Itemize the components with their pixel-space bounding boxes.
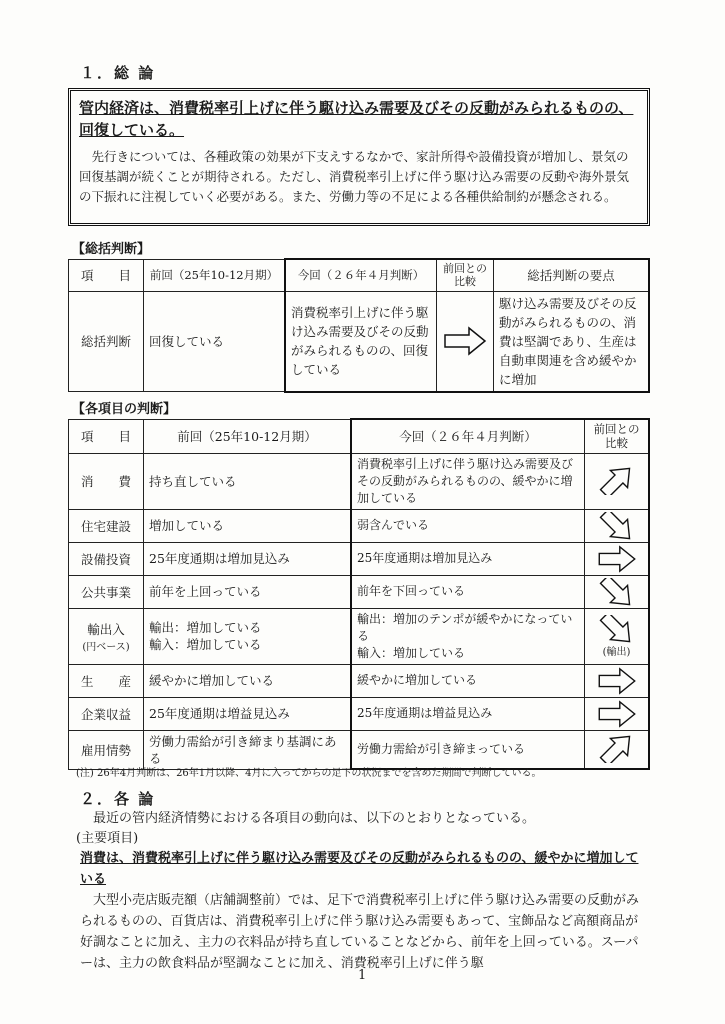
- overall-arrow-cell: [437, 291, 494, 392]
- main-items-label: (主要項目): [76, 831, 139, 846]
- overall-header-current: 今回（２６年４月判断）: [285, 259, 437, 291]
- down-arrow-icon: [596, 512, 638, 540]
- items-label: 【各項目の判断】: [72, 402, 177, 417]
- row-current: 労働力需給が引き締まっている: [351, 730, 585, 769]
- table-row: [69, 697, 650, 730]
- up-arrow-icon: [596, 467, 638, 495]
- overall-item: 総括判断: [69, 291, 144, 392]
- row-item-label: 設備投資: [80, 551, 131, 567]
- down-arrow-icon: [596, 615, 638, 643]
- right-arrow-icon: [596, 667, 638, 695]
- row-item: [69, 697, 144, 730]
- row-compare: [585, 730, 650, 769]
- table-row: [69, 509, 650, 542]
- row-item-label: 企業収益: [80, 706, 131, 722]
- right-arrow-icon: [443, 326, 487, 356]
- summary-headline: 管内経済は、消費税率引上げに伴う駆け込み需要及びその反動がみられるものの、回復している。: [79, 99, 634, 139]
- consumption-headline: 消費は、消費税率引上げに伴う駆け込み需要及びその反動がみられるものの、緩やかに増加している: [80, 851, 639, 887]
- row-compare: [585, 453, 650, 509]
- row-item-label: 生 産: [80, 673, 131, 689]
- overall-header-previous: 前回（25年10-12月期）: [144, 259, 286, 291]
- right-arrow-icon: [596, 545, 638, 573]
- consumption-body: 大型小売店販売額（店舗調整前）では、足下で消費税率引上げに伴う駆け込み需要の反動がみられるものの、百貨店は、消費税率引上げに伴う駆け込み需要もあって、宝飾品など高額商品が好調なことに加え、主力の衣料品が持ち直していることなどから、前年を上回っている。スーパーは、主力の飲食料品が堅調なことに加え、消費税率引上げに伴う駆: [80, 893, 640, 971]
- row-previous: 緩やかに増加している: [144, 664, 352, 697]
- summary-box: [68, 88, 650, 226]
- overall-header-compare: 前回との比較: [437, 259, 494, 291]
- row-item-label: 輸出入: [87, 621, 125, 637]
- row-previous: 持ち直している: [144, 453, 352, 509]
- row-item: [69, 509, 144, 542]
- row-compare: [585, 608, 650, 664]
- overall-previous: 回復している: [144, 291, 286, 392]
- up-arrow-icon: [596, 735, 638, 763]
- row-current: 輸出：増加のテンポが緩やかになっている 輸入：増加している: [351, 608, 585, 664]
- overall-points: 駆け込み需要及びその反動がみられるものの、消費は堅調であり、生産は自動車関連を含め緩やかに増加: [494, 291, 650, 392]
- row-previous: 25年度通期は増益見込み: [144, 697, 352, 730]
- table-row: [69, 453, 650, 509]
- row-current: 前年を下回っている: [351, 575, 585, 608]
- row-item: [69, 608, 144, 664]
- row-compare: [585, 697, 650, 730]
- row-item-sub: (円ベース): [82, 641, 130, 653]
- row-item-label: 消 費: [80, 474, 131, 489]
- row-item-label: 住宅建設: [80, 518, 131, 534]
- table-note: (注) 26年4月判断は、26年1月以降、4月に入ってからの足下の状況までを含めた期間で判断している。: [76, 768, 542, 779]
- row-previous: 25年度通期は増加見込み: [144, 542, 352, 575]
- row-compare: [585, 509, 650, 542]
- section1-heading: １．総 論: [80, 64, 156, 82]
- row-previous: 輸出：増加している 輸入：増加している: [144, 608, 352, 664]
- row-current: 25年度通期は増益見込み: [351, 697, 585, 730]
- overall-label: 【総括判断】: [72, 242, 151, 257]
- row-compare: [585, 542, 650, 575]
- table-row: [69, 575, 650, 608]
- row-compare: [585, 575, 650, 608]
- row-item-label: 公共事業: [80, 584, 131, 600]
- page-number: 1: [358, 968, 367, 983]
- overall-current: 消費税率引上げに伴う駆け込み需要及びその反動がみられるものの、回復している: [285, 291, 437, 392]
- items-header-compare: 前回との比較: [585, 419, 650, 453]
- row-previous: 前年を上回っている: [144, 575, 352, 608]
- row-current: 弱含んでいる: [351, 509, 585, 542]
- items-header-item: 項 目: [69, 419, 144, 453]
- row-previous: 増加している: [144, 509, 352, 542]
- table-row: [69, 664, 650, 697]
- overall-table: [68, 258, 650, 393]
- row-item: [69, 664, 144, 697]
- row-compare-note: (輸出): [602, 646, 631, 658]
- row-current: 消費税率引上げに伴う駆け込み需要及びその反動がみられるものの、緩やかに増加している: [351, 453, 585, 509]
- overall-header-item: 項 目: [69, 259, 144, 291]
- overall-header-points: 総括判断の要点: [494, 259, 650, 291]
- summary-body: 先行きについては、各種政策の効果が下支えするなかで、家計所得や設備投資が増加し、景気の回復基調が続くことが期待される。ただし、消費税率引上げに伴う駆け込み需要の反動や海外景気の下振れに注視していく必要がある。また、労働力等の不足による各種供給制約が懸念される。: [79, 149, 630, 204]
- table-row: [69, 542, 650, 575]
- table-row: [69, 608, 650, 664]
- row-item-label: 雇用情勢: [80, 742, 131, 758]
- row-previous: 労働力需給が引き締まり基調にある: [144, 730, 352, 769]
- section2-intro: 最近の管内経済情勢における各項目の動向は、以下のとおりとなっている。: [93, 811, 536, 826]
- row-current: 25年度通期は増加見込み: [351, 542, 585, 575]
- down-arrow-icon: [596, 578, 638, 606]
- row-current: 緩やかに増加している: [351, 664, 585, 697]
- row-item: [69, 542, 144, 575]
- section2-heading: ２．各 論: [80, 790, 156, 808]
- items-header-previous: 前回（25年10-12月期）: [144, 419, 352, 453]
- row-compare: [585, 664, 650, 697]
- row-item: [69, 575, 144, 608]
- items-table: [68, 418, 650, 770]
- items-header-current: 今回（２６年４月判断）: [351, 419, 585, 453]
- right-arrow-icon: [596, 700, 638, 728]
- row-item: [69, 453, 144, 509]
